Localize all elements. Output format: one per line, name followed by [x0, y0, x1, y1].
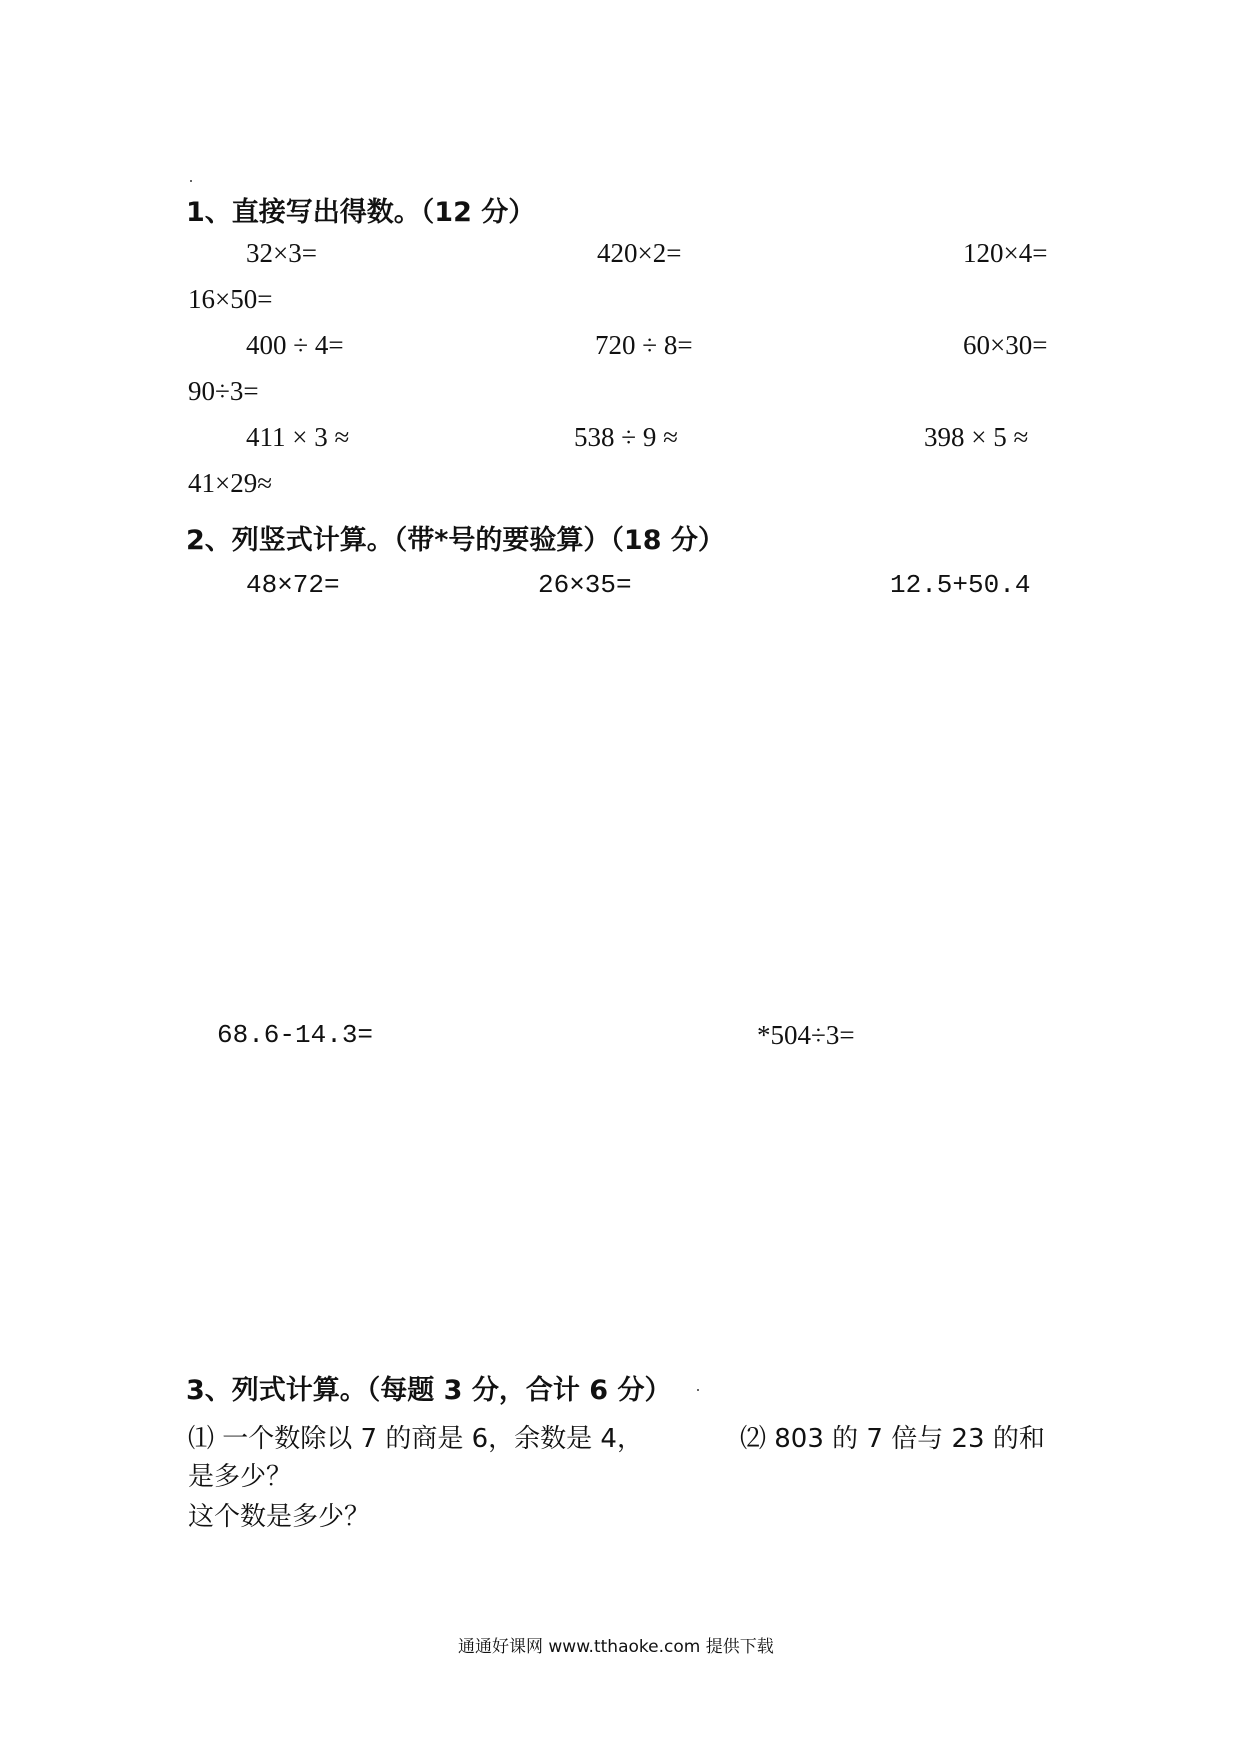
problem: 32×3=	[246, 238, 317, 268]
problem: 68.6-14.3=	[217, 1020, 374, 1050]
problem: 41×29≈	[188, 468, 273, 498]
problem: 60×30=	[963, 330, 1048, 360]
word-problem-2: ⑵ 803 的 7 倍与 23 的和	[740, 1424, 1045, 1454]
section3-title: 3、列式计算。（每题 3 分，合计 6 分）	[186, 1375, 672, 1406]
problem: *504÷3=	[757, 1020, 855, 1050]
problem: 420×2=	[597, 238, 682, 268]
problem: 538 ÷ 9 ≈	[574, 422, 678, 452]
problem: 400 ÷ 4=	[246, 330, 344, 360]
scan-speck	[190, 180, 192, 182]
problem: 48×72=	[246, 570, 340, 600]
section1-title: 1、直接写出得数。（12 分）	[186, 197, 536, 228]
problem: 16×50=	[188, 284, 273, 314]
problem: 26×35=	[538, 570, 632, 600]
problem: 411 × 3 ≈	[246, 422, 350, 452]
problem: 720 ÷ 8=	[595, 330, 693, 360]
problem: 12.5+50.4	[890, 570, 1031, 600]
word-problem-1-continued: 这个数是多少？	[188, 1502, 371, 1532]
problem: 120×4=	[963, 238, 1048, 268]
word-problem-2-continued: 是多少？	[188, 1462, 293, 1492]
scan-speck	[697, 1389, 699, 1391]
problem: 398 × 5 ≈	[924, 422, 1029, 452]
word-problem-1: ⑴ 一个数除以 7 的商是 6，余数是 4，	[188, 1424, 643, 1454]
footer-credit: 通通好课网 www.tthaoke.com 提供下载	[458, 1637, 774, 1657]
problem: 90÷3=	[188, 376, 259, 406]
section2-title: 2、列竖式计算。（带*号的要验算）（18 分）	[186, 525, 725, 556]
